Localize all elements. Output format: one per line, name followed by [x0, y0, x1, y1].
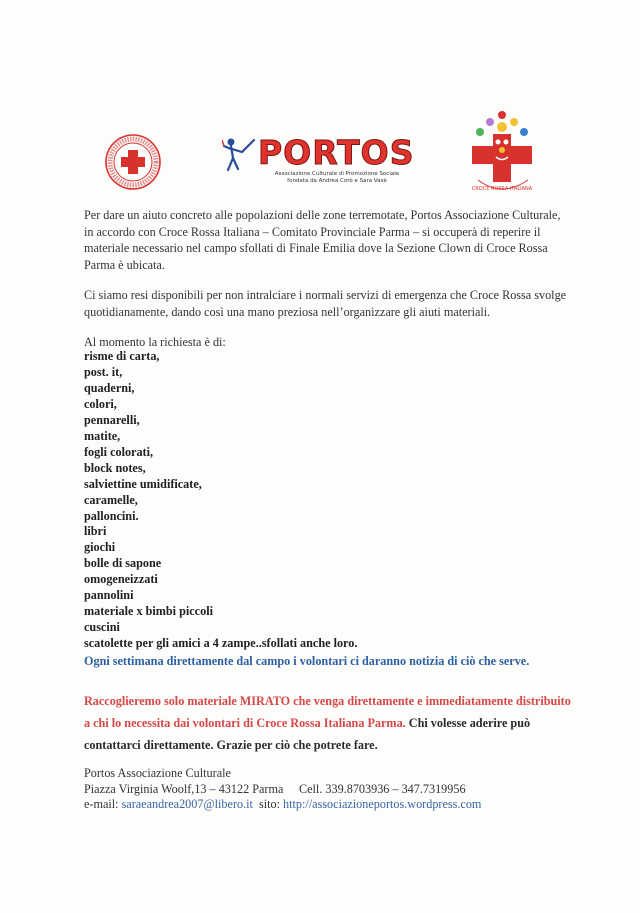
list-item: fogli colorati, [84, 444, 154, 459]
list-item: post. it, [84, 364, 123, 379]
list-item: risme di carta, [84, 349, 160, 363]
list-item: quaderni, [84, 380, 135, 395]
intro-line: in accordo con Croce Rossa Italiana – Comitato Provinciale Parma – si occuperà di reperire il [84, 224, 541, 239]
website-link[interactable]: http://associazioneportos.wordpress.com [283, 797, 482, 812]
weekly-note: Ogni settimana direttamente dal campo i volontari ci daranno notizia di ciò che serve. [84, 654, 530, 668]
croce-rossa-clown-icon [466, 110, 538, 194]
list-item: block notes, [84, 460, 146, 475]
list-item: giochi [84, 540, 116, 555]
list-item: caramelle, [84, 492, 138, 507]
list-item: palloncini. [84, 508, 139, 523]
availability-paragraph [84, 287, 584, 320]
portos-wordmark: PORTOS [258, 133, 415, 172]
intro-line: Per dare un aiuto concreto alle popolazioni delle zone terremotate, Portos Associazione Culturale, [84, 208, 561, 222]
list-item: salviettine umidificate, [84, 476, 202, 491]
list-item: libri [84, 524, 107, 539]
collection-line2-dark: Chi volesse aderire può [405, 716, 531, 730]
footer-site-label: sito: [259, 797, 284, 812]
contact-footer [84, 766, 482, 813]
list-item: colori, [84, 396, 117, 411]
collection-line2-red: a chi lo necessita dai volontari di Croce Rossa Italiana Parma. [84, 716, 406, 730]
list-item: scatolette per gli amici a 4 zampe..sfollati anche loro. [84, 636, 358, 651]
list-item: materiale x bimbi piccoli [84, 604, 213, 619]
intro-paragraph [84, 207, 584, 273]
footer-phone: Cell. 339.8703936 – 347.7319956 [299, 781, 466, 796]
list-item: omogeneizzati [84, 572, 158, 587]
fencer-icon [222, 136, 256, 180]
collection-line3: contattarci direttamente. Grazie per ciò che potrete fare. [84, 738, 378, 752]
list-item: pennarelli, [84, 412, 140, 427]
list-item: matite, [84, 428, 121, 443]
email-link[interactable]: saraeandrea2007@libero.it [121, 797, 253, 812]
footer-email-label: e-mail: [84, 797, 122, 812]
portos-logo [222, 134, 418, 194]
collection-line1: Raccoglieremo solo materiale MIRATO che venga direttamente e immediatamente distribuito [84, 694, 571, 708]
portos-subtitle-line1: Associazione Culturale di Promozione Sociale [274, 171, 400, 177]
list-item: cuscini [84, 620, 120, 635]
intro-line: materiale necessario nel campo sfollati di Finale Emilia dove la Sezione Clown di Croce Rossa [84, 241, 548, 256]
availability-line: Ci siamo resi disponibili per non intralciare i normali servizi di emergenza che Croce Rossa svolge [84, 288, 567, 302]
collection-paragraph [84, 690, 571, 756]
list-item: bolle di sapone [84, 556, 162, 571]
intro-line: Parma è ubicata. [84, 257, 165, 272]
request-item-list [84, 349, 357, 652]
svg-text:CROCE ROSSA ITALIANA: CROCE ROSSA ITALIANA [471, 186, 533, 192]
availability-line: quotidianamente, dando così una mano preziosa nell’organizzare gli aiuti materiali. [84, 304, 491, 319]
portos-subtitle-line2: fondata da Andrea Corò e Sara Vasè [287, 178, 387, 184]
footer-address: Piazza Virginia Woolf,13 – 43122 Parma [84, 781, 284, 796]
footer-org: Portos Associazione Culturale [84, 766, 231, 780]
request-lead: Al momento la richiesta è di: [84, 335, 226, 349]
croce-rossa-italiana-seal-icon [104, 133, 162, 191]
list-item: pannolini [84, 588, 134, 603]
